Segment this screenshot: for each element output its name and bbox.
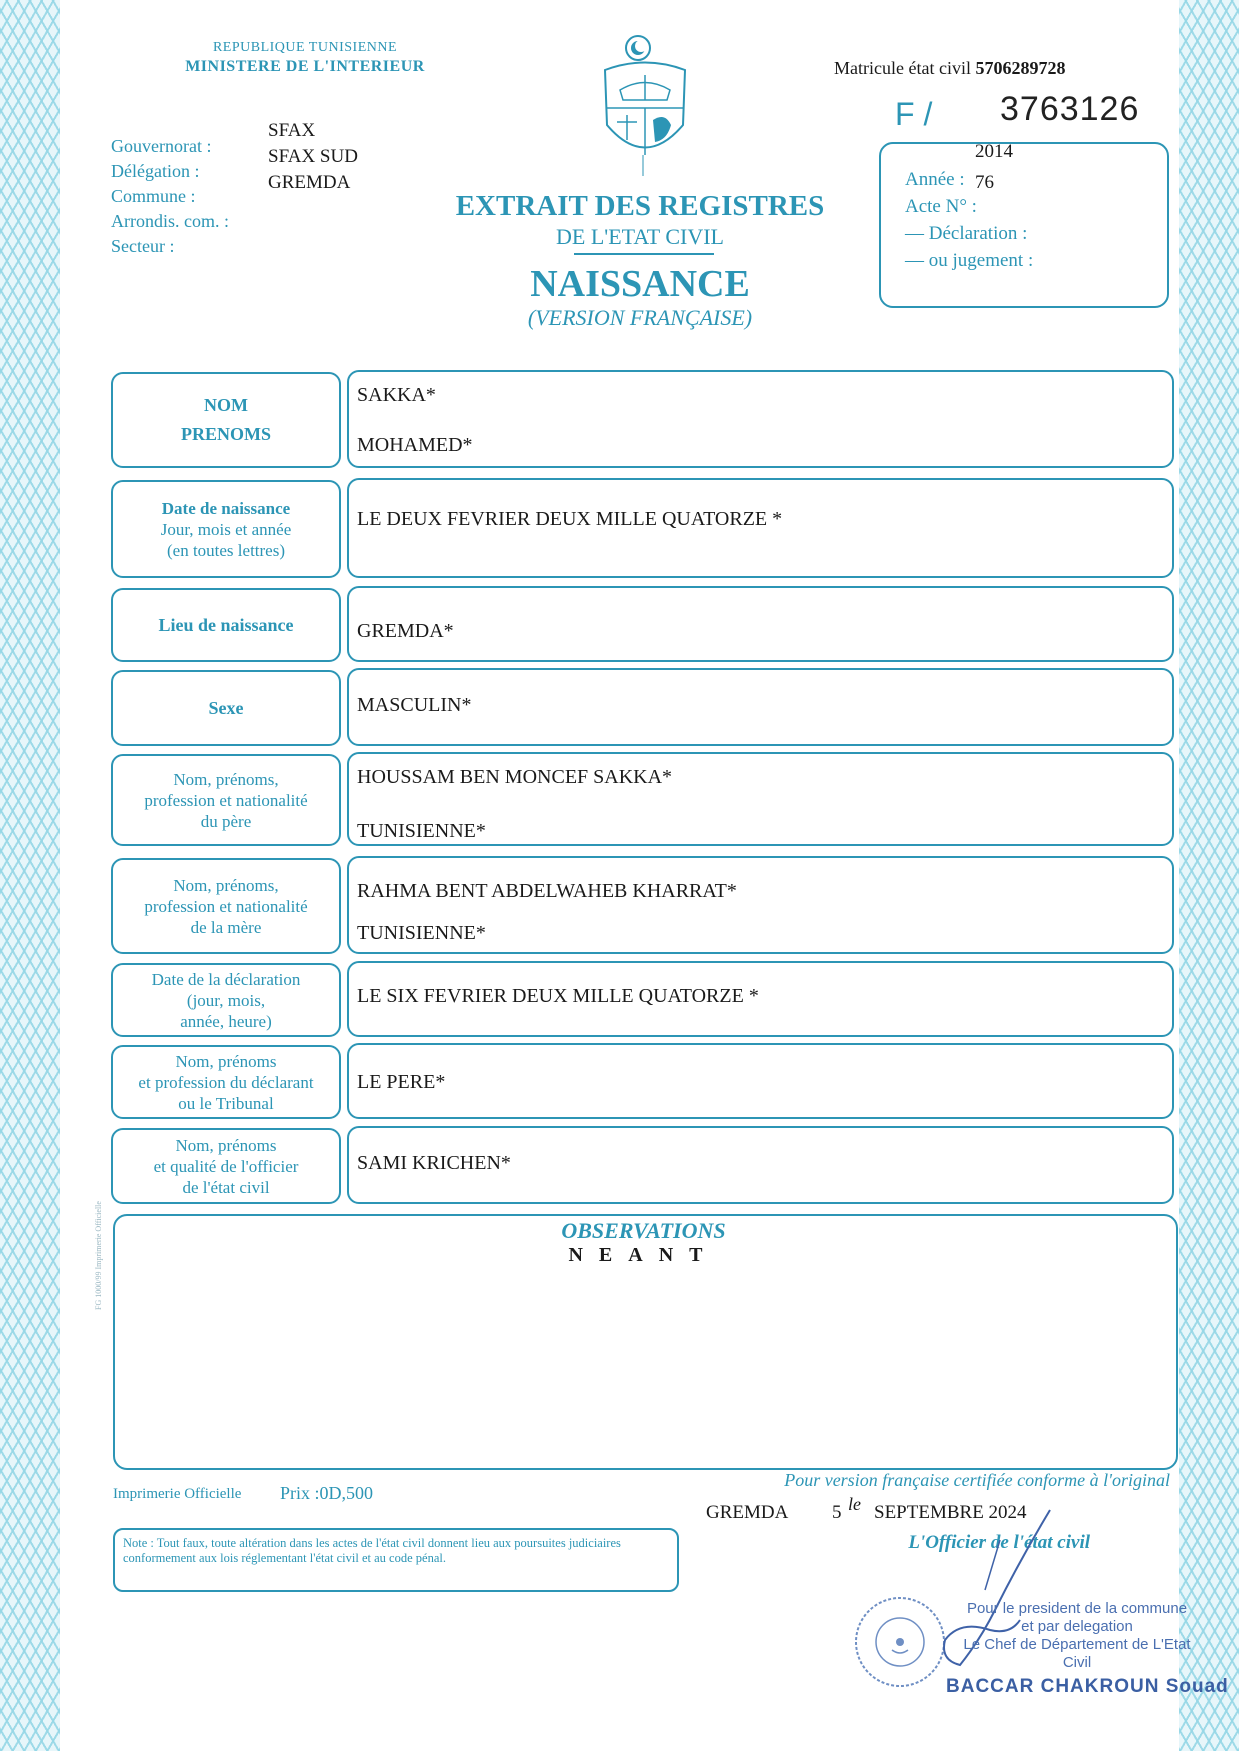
matricule — [834, 58, 1065, 79]
observations-value: NEANT — [568, 1244, 719, 1266]
location-labels — [111, 134, 229, 259]
declaration-label-line3: année, heure) — [180, 1011, 272, 1031]
stamp-line4: Civil — [1062, 1654, 1092, 1671]
document-version: (VERSION FRANÇAISE) — [527, 305, 753, 330]
label-commune: Commune : — [111, 186, 196, 206]
stamp-line2: et par delegation — [1021, 1618, 1133, 1635]
nom-prenoms-label — [111, 372, 341, 468]
lieu-label — [111, 588, 341, 662]
mere-label-line3: de la mère — [190, 917, 262, 937]
imprimerie-label: Imprimerie Officielle — [113, 1486, 242, 1502]
value-delegation: SFAX SUD — [268, 146, 358, 167]
label-secteur: Secteur : — [111, 236, 175, 256]
officier-text: SAMI KRICHEN* — [357, 1152, 511, 1174]
date-naissance-label-line1: Date de naissance — [161, 498, 291, 518]
nom-label: NOM — [204, 395, 248, 415]
date-naissance-label — [111, 480, 341, 578]
reference-number: 3763126 — [1000, 90, 1140, 128]
document-title: EXTRAIT DES REGISTRES — [455, 190, 825, 222]
sexe-text: MASCULIN* — [357, 694, 472, 716]
declaration-value — [347, 961, 1174, 1037]
declarant-label-line3: ou le Tribunal — [178, 1093, 274, 1113]
officier-value — [347, 1126, 1174, 1204]
pere-label-line2: profession et nationalité — [144, 790, 308, 810]
declarant-label-line2: et profession du déclarant — [138, 1072, 314, 1092]
legal-note — [113, 1528, 679, 1592]
officier-label-line3: de l'état civil — [182, 1177, 270, 1197]
matricule-value: 5706289728 — [975, 58, 1066, 78]
mere-nationalite: TUNISIENNE* — [357, 922, 486, 944]
mere-nom: RAHMA BENT ABDELWAHEB KHARRAT* — [357, 880, 737, 902]
issue-place: GREMDA — [706, 1502, 789, 1523]
declarant-label — [111, 1045, 341, 1119]
date-naissance-value — [347, 478, 1174, 578]
title-divider — [574, 253, 714, 255]
issue-month-year: SEPTEMBRE 2024 — [874, 1502, 1027, 1523]
nom-prenoms-value — [347, 370, 1174, 468]
officier-label-line1: Nom, prénoms — [175, 1135, 277, 1155]
value-gouvernorat: SFAX — [268, 120, 316, 141]
value-commune: GREMDA — [268, 172, 351, 193]
label-gouvernorat: Gouvernorat : — [111, 136, 212, 156]
reference-prefix: F / — [895, 96, 933, 132]
issue-day: 5 — [832, 1502, 842, 1523]
mere-label-line2: profession et nationalité — [144, 896, 308, 916]
observations-title: OBSERVATIONS — [561, 1218, 726, 1243]
lieu-value — [347, 586, 1174, 662]
label-delegation: Délégation : — [111, 161, 200, 181]
label-arrondissement: Arrondis. com. : — [111, 211, 229, 231]
pere-label-line1: Nom, prénoms, — [173, 769, 279, 789]
prenoms-label: PRENOMS — [181, 424, 271, 444]
certification-text: Pour version française certifiée conforme à l'original — [784, 1470, 1170, 1490]
declarant-value — [347, 1043, 1174, 1119]
ministry-header: MINISTERE DE L'INTERIEUR — [185, 58, 425, 75]
sexe-value — [347, 668, 1174, 746]
sexe-label — [111, 670, 341, 746]
republic-header: REPUBLIQUE TUNISIENNE — [212, 40, 398, 55]
stamp-line1: Pour le president de la commune — [966, 1600, 1188, 1617]
declaration-label-line2: (jour, mois, — [186, 990, 266, 1010]
pere-nationalite: TUNISIENNE* — [357, 820, 486, 842]
pere-nom: HOUSSAM BEN MONCEF SAKKA* — [357, 766, 673, 788]
document-subtitle: DE L'ETAT CIVIL — [556, 224, 724, 249]
declaration-label — [111, 963, 341, 1037]
side-print-text: FG 1000/99 Imprimerie Officielle — [94, 1201, 103, 1310]
declaration-label-line1: Date de la déclaration — [151, 969, 301, 989]
matricule-label: Matricule état civil — [834, 58, 971, 78]
declaration-text: LE SIX FEVRIER DEUX MILLE QUATORZE * — [357, 985, 759, 1007]
sexe-label-text: Sexe — [208, 697, 244, 718]
label-annee: Année : — [905, 169, 965, 190]
officier-label-line2: et qualité de l'officier — [153, 1156, 299, 1176]
declarant-text: LE PERE* — [357, 1071, 446, 1093]
nom-value: SAKKA* — [357, 384, 436, 406]
pere-label-line3: du père — [200, 811, 252, 831]
date-naissance-text: LE DEUX FEVRIER DEUX MILLE QUATORZE * — [357, 508, 783, 530]
label-declaration: — Déclaration : — [905, 223, 1028, 244]
issue-le: le — [848, 1494, 861, 1514]
stamp-text — [952, 1600, 1202, 1672]
mere-label — [111, 858, 341, 954]
location-values — [268, 118, 358, 196]
stamp-name: BACCAR CHAKROUN Souad — [946, 1676, 1229, 1697]
declarant-label-line1: Nom, prénoms — [175, 1051, 277, 1071]
mere-label-line1: Nom, prénoms, — [173, 875, 279, 895]
label-acte-num: Acte N° : — [905, 196, 977, 217]
officier-label — [111, 1128, 341, 1204]
date-naissance-label-line2: Jour, mois et année — [160, 519, 292, 539]
acte-year: 2014 — [975, 141, 1013, 162]
mere-value — [347, 856, 1174, 954]
label-jugement: — ou jugement : — [905, 250, 1034, 271]
coat-of-arms-icon — [595, 30, 695, 176]
pere-label — [111, 754, 341, 846]
pere-value — [347, 752, 1174, 846]
document-type: NAISSANCE — [530, 263, 750, 305]
decorative-border-right — [1179, 0, 1239, 1751]
date-naissance-label-line3: (en toutes lettres) — [166, 540, 285, 560]
decorative-border-left — [0, 0, 60, 1751]
stamp-line3: Le Chef de Département de L'Etat — [963, 1636, 1191, 1653]
acte-number: 76 — [975, 172, 994, 193]
lieu-text: GREMDA* — [357, 620, 454, 642]
prix-label: Prix :0D,500 — [280, 1483, 374, 1503]
prenoms-value: MOHAMED* — [357, 434, 473, 456]
legal-note-text: Note : Tout faux, toute altération dans les actes de l'état civil donnent lieu aux poursuites judiciaires conformement aux lois réglementant l'état civil et au code pénal. — [123, 1536, 621, 1565]
acte-labels — [905, 166, 1033, 274]
lieu-label-text: Lieu de naissance — [158, 614, 294, 635]
officier-signature-label: L'Officier de l'état civil — [908, 1532, 1090, 1553]
